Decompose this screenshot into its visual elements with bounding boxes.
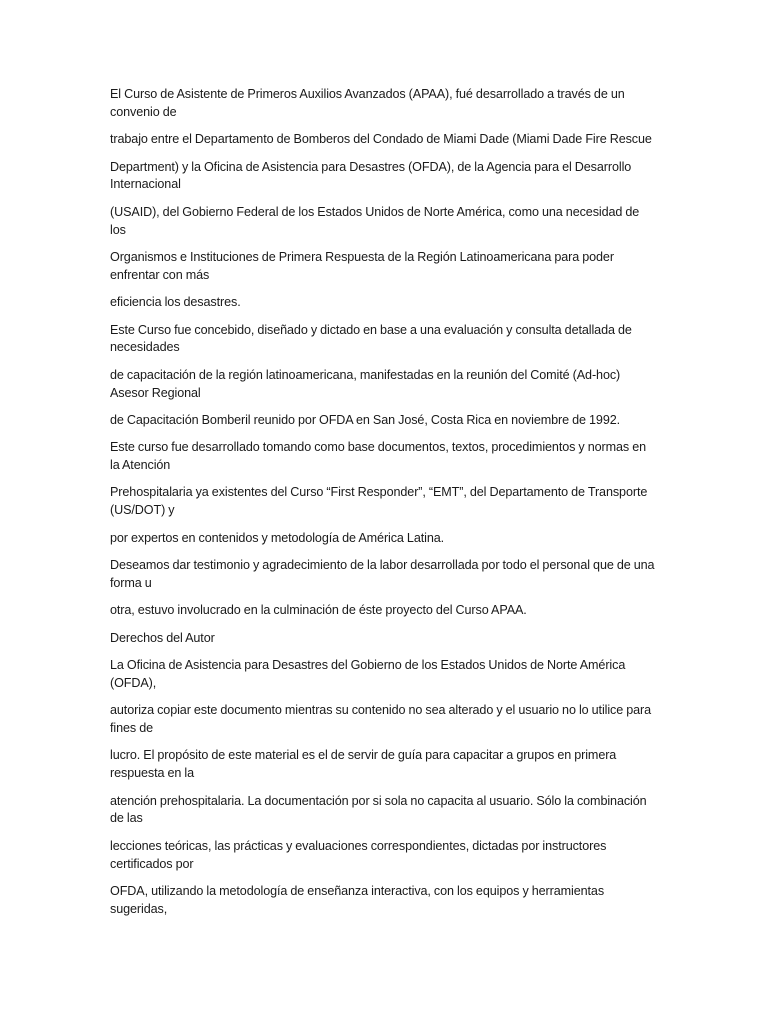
paragraph: Deseamos dar testimonio y agradecimiento de la labor desarrollada por todo el personal que de una forma u: [110, 558, 655, 590]
paragraph: La Oficina de Asistencia para Desastres del Gobierno de los Estados Unidos de Norte América (OFDA),: [110, 658, 626, 690]
paragraph: OFDA, utilizando la metodología de enseñanza interactiva, con los equipos y herramientas sugeridas,: [110, 883, 605, 916]
document-body: [110, 86, 658, 928]
paragraph: Prehospitalaria ya existentes del Curso “First Responder”, “EMT”, del Departamento de Transporte (US/DOT) y: [110, 485, 648, 518]
paragraph: autoriza copiar este documento mientras su contenido no sea alterado y el usuario no lo utilice para fines de: [110, 703, 652, 736]
paragraph: atención prehospitalaria. La documentación por si sola no capacita al usuario. Sólo la combinación de las: [110, 793, 647, 826]
paragraph: por expertos en contenidos y metodología de América Latina.: [110, 530, 445, 545]
paragraph: lecciones teóricas, las prácticas y evaluaciones correspondientes, dictadas por instructores certificados por: [110, 838, 607, 871]
paragraph: eficiencia los desastres.: [110, 295, 241, 310]
paragraph: Organismos e Instituciones de Primera Respuesta de la Región Latinoamericana para poder enfrentar con más: [110, 249, 614, 282]
paragraph: otra, estuvo involucrado en la culminación de éste proyecto del Curso APAA.: [110, 603, 527, 618]
paragraph: lucro. El propósito de este material es el de servir de guía para capacitar a grupos en primera respuesta en la: [110, 748, 617, 781]
section-heading: Derechos del Autor: [110, 630, 215, 645]
paragraph: de capacitación de la región latinoamericana, manifestadas en la reunión del Comité (Ad-hoc) Asesor Regional: [110, 367, 621, 400]
paragraph: de Capacitación Bomberil reunido por OFDA en San José, Costa Rica en noviembre de 1992.: [110, 412, 621, 427]
paragraph: trabajo entre el Departamento de Bomberos del Condado de Miami Dade (Miami Dade Fire Rescue: [110, 132, 652, 147]
paragraph: Este curso fue desarrollado tomando como base documentos, textos, procedimientos y normas en la Atención: [110, 440, 647, 473]
paragraph: El Curso de Asistente de Primeros Auxilios Avanzados (APAA), fué desarrollado a través de un convenio de: [110, 87, 625, 119]
paragraph: (USAID), del Gobierno Federal de los Estados Unidos de Norte América, como una necesidad de los: [110, 204, 640, 237]
paragraph: Este Curso fue concebido, diseñado y dictado en base a una evaluación y consulta detallada de necesidades: [110, 322, 632, 355]
paragraph: Department) y la Oficina de Asistencia para Desastres (OFDA), de la Agencia para el Desarrollo Internacional: [110, 159, 632, 192]
